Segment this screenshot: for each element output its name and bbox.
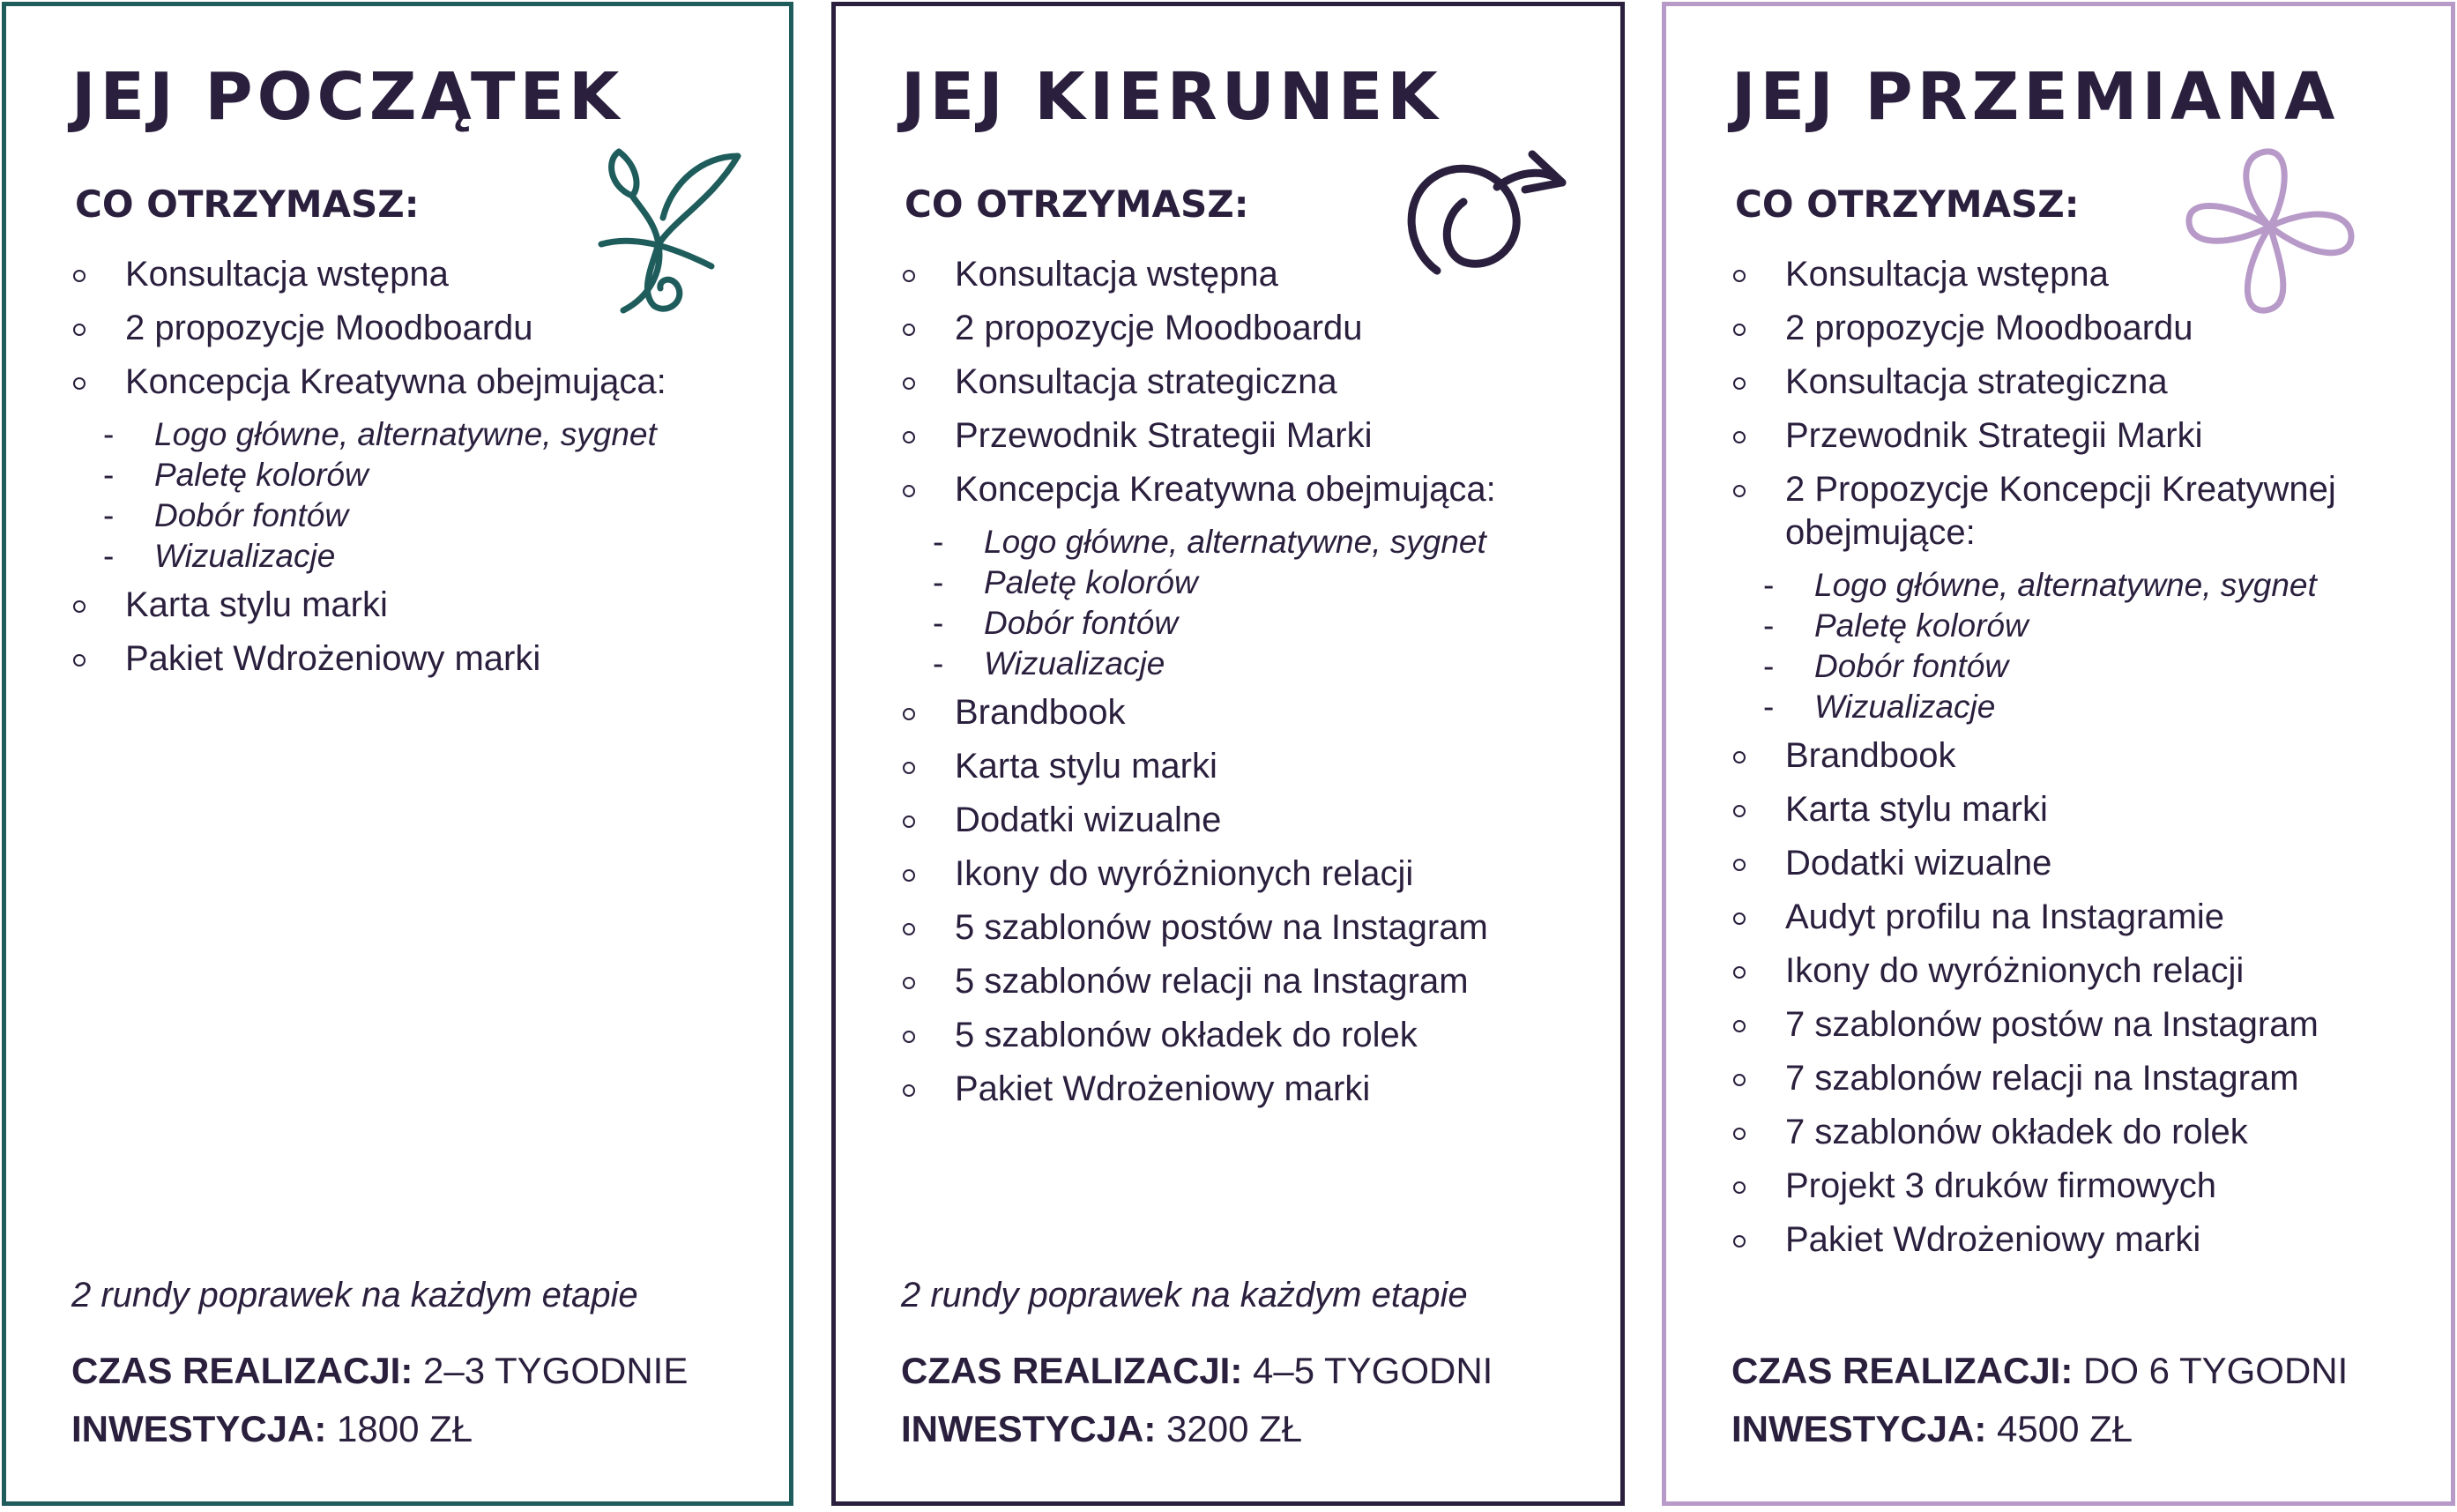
sub-list-item (1666, 565, 2451, 606)
list-item-label: 5 szablonów postów na Instagram (955, 908, 1488, 947)
sub-list-item-label: Dobór fontów (154, 497, 349, 533)
sub-list-item (6, 455, 789, 495)
package-meta (71, 1342, 688, 1458)
bullet-icon (73, 377, 86, 390)
bullet-icon (1733, 377, 1746, 390)
bullet-icon (903, 324, 915, 336)
sub-list-item (6, 495, 789, 536)
list-item (836, 745, 1620, 788)
list-item-label: Ikony do wyróżnionych relacji (1785, 951, 2245, 990)
package-meta (1731, 1342, 2348, 1458)
list-item-label: Projekt 3 druków firmowych (1785, 1166, 2217, 1205)
list-item (836, 799, 1620, 842)
list-item-label: 2 propozycje Moodboardu (125, 309, 533, 347)
bullet-icon (1733, 1074, 1746, 1086)
dash-bullet-icon: - (103, 416, 115, 452)
revisions-note: 2 rundy poprawek na każdym etapie (901, 1276, 1468, 1315)
sub-list-item (836, 522, 1620, 562)
list-item-label: Przewodnik Strategii Marki (1785, 416, 2203, 455)
list-item (1666, 1003, 2451, 1046)
revisions-note: 2 rundy poprawek na każdym etapie (71, 1276, 638, 1315)
list-item (1666, 788, 2451, 831)
list-item (1666, 842, 2451, 885)
price-label: INWESTYCJA: (901, 1408, 1157, 1449)
list-item (1666, 1057, 2451, 1100)
list-item (1666, 414, 2451, 458)
price (71, 1400, 688, 1458)
price-label: INWESTYCJA: (71, 1408, 327, 1449)
bullet-icon (903, 1031, 915, 1043)
list-item (1666, 361, 2451, 404)
bullet-icon (1733, 751, 1746, 763)
bullet-icon (1733, 805, 1746, 817)
list-item-label: 5 szablonów okładek do rolek (955, 1016, 1418, 1054)
deliverables-list (836, 253, 1620, 1121)
delivery-time-value: 4–5 TYGODNI (1242, 1350, 1493, 1391)
list-item (6, 361, 789, 404)
bullet-icon (903, 377, 915, 390)
dash-bullet-icon: - (103, 538, 115, 574)
deliverables-list (6, 253, 789, 691)
package-subtitle: CO OTRZYMASZ: (75, 182, 420, 226)
sub-list-item (836, 603, 1620, 644)
list-item-label: Brandbook (1785, 736, 1956, 775)
bullet-icon (73, 324, 86, 336)
bullet-icon (73, 270, 86, 282)
bullet-icon (1733, 966, 1746, 979)
list-item-label: Koncepcja Kreatywna obejmująca: (955, 470, 1496, 509)
list-item-label: 2 Propozycje Koncepcji Kreatywnej obejmujące: (1785, 470, 2336, 552)
package-meta (901, 1342, 1493, 1458)
list-item-label: 7 szablonów postów na Instagram (1785, 1005, 2319, 1044)
sub-list-item-label: Dobór fontów (984, 605, 1179, 641)
sub-list-item (1666, 606, 2451, 646)
list-item (6, 253, 789, 296)
list-item (836, 853, 1620, 896)
list-item-label: Karta stylu marki (125, 585, 388, 624)
list-item (836, 361, 1620, 404)
list-item (6, 307, 789, 350)
list-item-label: Konsultacja strategiczna (1785, 362, 2168, 401)
sub-list-item-label: Wizualizacje (154, 538, 336, 574)
list-item-label: Pakiet Wdrożeniowy marki (125, 639, 541, 678)
price-value: 4500 ZŁ (1986, 1408, 2133, 1449)
list-item-label: 2 propozycje Moodboardu (955, 309, 1363, 347)
sub-list-item-label: Paletę kolorów (1814, 607, 2029, 644)
list-item-label: Koncepcja Kreatywna obejmująca: (125, 362, 666, 401)
price (901, 1400, 1493, 1458)
list-item-label: Pakiet Wdrożeniowy marki (955, 1069, 1371, 1108)
list-item (836, 253, 1620, 296)
package-title: JEJ PRZEMIANA (1731, 59, 2340, 135)
list-item-label: Brandbook (955, 693, 1126, 732)
bullet-icon (1733, 431, 1746, 443)
package-card-przemiana (1662, 2, 2455, 1506)
delivery-time (1731, 1342, 2348, 1400)
package-card-poczatek (2, 2, 793, 1506)
list-item-label: Audyt profilu na Instagramie (1785, 898, 2225, 936)
bullet-icon (903, 923, 915, 935)
list-item-label: Konsultacja wstępna (955, 255, 1278, 294)
delivery-time-value: DO 6 TYGODNI (2073, 1350, 2349, 1391)
deliverables-list (1666, 253, 2451, 1272)
dash-bullet-icon: - (1763, 567, 1775, 603)
list-item (1666, 1111, 2451, 1154)
dash-bullet-icon: - (103, 497, 115, 533)
list-item-label: Ikony do wyróżnionych relacji (955, 854, 1414, 893)
sub-list (6, 414, 789, 577)
sub-list-item-label: Logo główne, alternatywne, sygnet (1814, 567, 2317, 603)
list-item (836, 691, 1620, 734)
sub-list-item (1666, 687, 2451, 727)
list-item (836, 906, 1620, 950)
sub-list-item-label: Logo główne, alternatywne, sygnet (154, 416, 657, 452)
bullet-icon (1733, 859, 1746, 871)
bullet-icon (903, 485, 915, 497)
list-item-label: Konsultacja wstępna (125, 255, 449, 294)
sub-list-item-label: Paletę kolorów (154, 457, 369, 493)
dash-bullet-icon: - (933, 564, 944, 600)
bullet-icon (903, 816, 915, 828)
sub-list-item (836, 644, 1620, 684)
bullet-icon (73, 654, 86, 667)
sub-list-item-label: Logo główne, alternatywne, sygnet (984, 524, 1486, 560)
price-value: 1800 ZŁ (326, 1408, 473, 1449)
list-item (836, 960, 1620, 1003)
dash-bullet-icon: - (1763, 648, 1775, 684)
list-item-label: 5 szablonów relacji na Instagram (955, 962, 1469, 1001)
bullet-icon (73, 600, 86, 613)
delivery-time (71, 1342, 688, 1400)
delivery-time (901, 1342, 1493, 1400)
dash-bullet-icon: - (933, 605, 944, 641)
list-item-label: Karta stylu marki (1785, 790, 2048, 829)
delivery-time-label: CZAS REALIZACJI: (901, 1350, 1243, 1391)
list-item (1666, 950, 2451, 993)
package-card-kierunek (831, 2, 1625, 1506)
sub-list-item-label: Wizualizacje (1814, 689, 1996, 725)
list-item-label: 2 propozycje Moodboardu (1785, 309, 2193, 347)
list-item-label: 7 szablonów relacji na Instagram (1785, 1059, 2299, 1098)
sub-list-item (1666, 646, 2451, 687)
list-item (1666, 896, 2451, 939)
package-title: JEJ KIERUNEK (901, 59, 1442, 135)
bullet-icon (1733, 324, 1746, 336)
dash-bullet-icon: - (103, 457, 115, 493)
dash-bullet-icon: - (1763, 689, 1775, 725)
bullet-icon (903, 1084, 915, 1097)
list-item-label: Dodatki wizualne (1785, 844, 2052, 883)
dash-bullet-icon: - (933, 524, 944, 560)
price-value: 3200 ZŁ (1156, 1408, 1303, 1449)
dash-bullet-icon: - (1763, 607, 1775, 644)
sub-list (836, 522, 1620, 684)
sub-list (1666, 565, 2451, 727)
list-item (1666, 1165, 2451, 1208)
sub-list-item-label: Paletę kolorów (984, 564, 1198, 600)
list-item (1666, 307, 2451, 350)
package-subtitle: CO OTRZYMASZ: (905, 182, 1249, 226)
list-item (1666, 253, 2451, 296)
price-label: INWESTYCJA: (1731, 1408, 1987, 1449)
bullet-icon (1733, 1235, 1746, 1248)
list-item (6, 637, 789, 681)
dash-bullet-icon: - (933, 645, 944, 682)
bullet-icon (903, 431, 915, 443)
list-item (836, 1014, 1620, 1057)
list-item-label: 7 szablonów okładek do rolek (1785, 1113, 2248, 1151)
sub-list-item (6, 536, 789, 577)
list-item (836, 1068, 1620, 1111)
list-item (1666, 734, 2451, 778)
delivery-time-label: CZAS REALIZACJI: (1731, 1350, 2074, 1391)
sub-list-item-label: Dobór fontów (1814, 648, 2009, 684)
price (1731, 1400, 2348, 1458)
sub-list-item (836, 562, 1620, 603)
bullet-icon (903, 708, 915, 720)
bullet-icon (903, 977, 915, 989)
bullet-icon (1733, 912, 1746, 925)
list-item-label: Karta stylu marki (955, 747, 1217, 786)
package-title: JEJ POCZĄTEK (71, 59, 624, 135)
list-item (836, 414, 1620, 458)
list-item-label: Przewodnik Strategii Marki (955, 416, 1373, 455)
bullet-icon (1733, 1128, 1746, 1140)
list-item-label: Dodatki wizualne (955, 801, 1222, 839)
list-item (1666, 468, 2451, 555)
bullet-icon (1733, 270, 1746, 282)
bullet-icon (903, 869, 915, 882)
list-item (836, 468, 1620, 511)
bullet-icon (903, 762, 915, 774)
list-item (6, 584, 789, 627)
package-subtitle: CO OTRZYMASZ: (1735, 182, 2080, 226)
list-item (1666, 1218, 2451, 1262)
bullet-icon (1733, 485, 1746, 497)
sub-list-item-label: Wizualizacje (984, 645, 1165, 682)
delivery-time-value: 2–3 TYGODNIE (413, 1350, 689, 1391)
sub-list-item (6, 414, 789, 455)
list-item (836, 307, 1620, 350)
bullet-icon (1733, 1181, 1746, 1194)
bullet-icon (1733, 1020, 1746, 1032)
list-item-label: Konsultacja wstępna (1785, 255, 2109, 294)
bullet-icon (903, 270, 915, 282)
delivery-time-label: CZAS REALIZACJI: (71, 1350, 413, 1391)
list-item-label: Konsultacja strategiczna (955, 362, 1337, 401)
list-item-label: Pakiet Wdrożeniowy marki (1785, 1220, 2201, 1259)
